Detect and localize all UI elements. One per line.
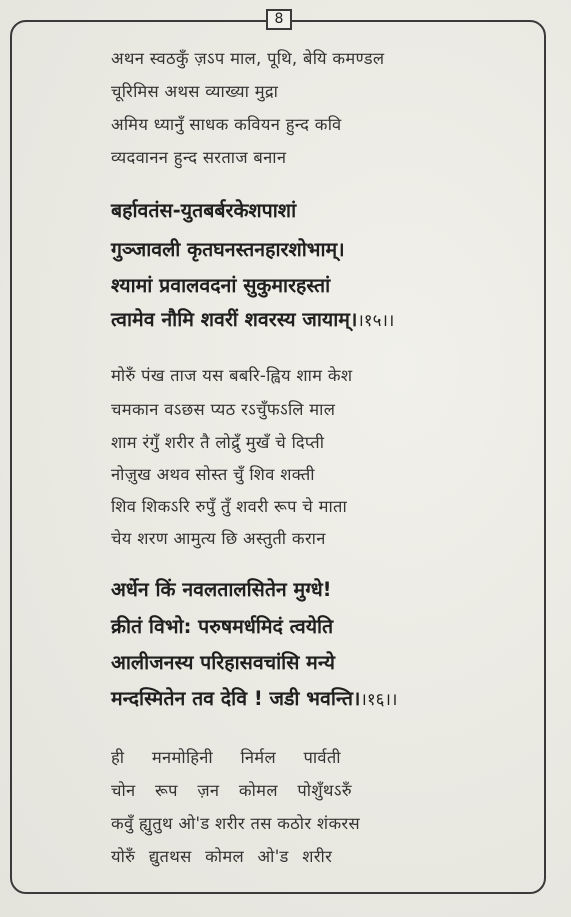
sanskrit-line: श्यामां प्रवालवदनां सुकुमारहस्तां	[111, 274, 331, 297]
sanskrit-line	[111, 684, 397, 711]
verse-line: व्यदवानन हुन्द सरताज बनान	[111, 148, 287, 167]
sanskrit-line: बर्हावतंस-युतबर्बरकेशपाशां	[111, 199, 297, 222]
sanskrit-line: अर्धेन किं नवलतालसितेन मुग्धे!	[111, 578, 332, 601]
verse-line: शाम रंगुँ शरीर तै लोद्रुँ मुखँ चे दिप्ती	[111, 433, 325, 452]
verse-line: अमिय ध्यानुँ साधक कवियन हुन्द कवि	[111, 115, 342, 134]
verse-number: ।१६।।	[360, 690, 398, 710]
verse-line: ही मनमोहिनी निर्मल पार्वती	[111, 748, 341, 767]
page-number: 8	[266, 9, 292, 30]
verse-line: अथन स्वठकुँ ज़ऽप माल, पूथि, बेयि कमण्डल	[111, 49, 385, 68]
sanskrit-line-text: त्वामेव नौमि शवरीं शवरस्य जायाम्।	[111, 308, 358, 331]
sanskrit-line: क्रीतं विभो: परुषमर्धमिदं त्वयेति	[111, 615, 334, 638]
verse-line: चमकान वऽछस प्यठ रऽचुँफऽलि माल	[111, 400, 336, 419]
sanskrit-line: आलीजनस्य परिहासवचांसि मन्ये	[111, 651, 335, 674]
verse-line: चोन रूप ज़न कोमल पोशुँथऽरुँ	[111, 781, 352, 800]
verse-line: कवुँ ह्युतुथ ओ'ड शरीर तस कठोर शंकरस	[111, 814, 360, 833]
verse-line: शिव शिकऽरि रुपुँ तुँ शवरी रूप चे माता	[111, 497, 348, 516]
verse-line: नोज़ुख अथव सोस्त चुँ शिव शक्ती	[111, 465, 315, 484]
sanskrit-line-text: मन्दस्मितेन तव देवि ! जडी भवन्ति।	[111, 687, 361, 710]
verse-line: मोरुँ पंख ताज यस बबरि-ह्विय शाम केश	[111, 366, 353, 385]
verse-number: ।१५।।	[357, 311, 395, 331]
sanskrit-line: गुञ्जावली कृतघनस्तनहारशोभाम्।	[111, 238, 345, 261]
sanskrit-line	[111, 305, 394, 332]
verse-line: चूरिमिस अथस व्याख्या मुद्रा	[111, 82, 279, 101]
verse-line: चेय शरण आमुत्य छि अस्तुती करान	[111, 529, 326, 548]
verse-line: योरुँ द्युतथस कोमल ओ'ड शरीर	[111, 847, 333, 866]
